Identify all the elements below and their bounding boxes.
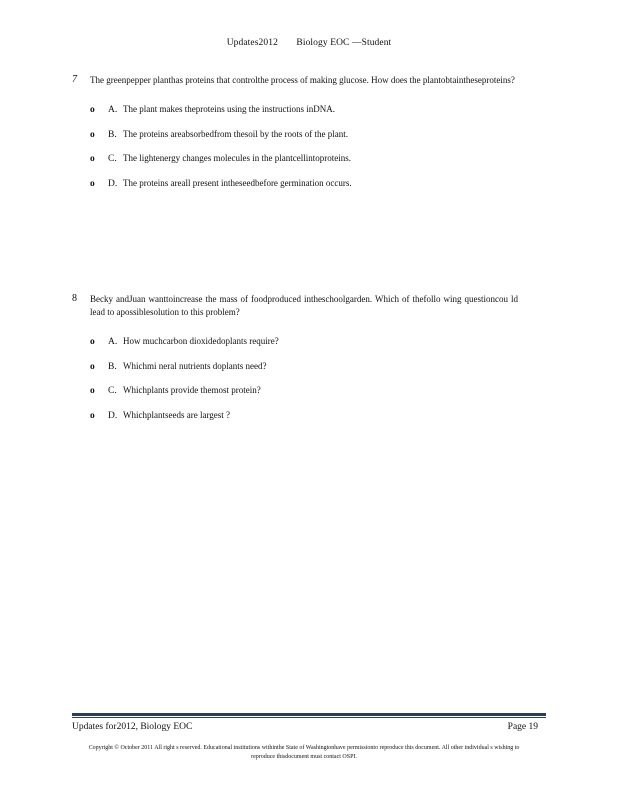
question-stem: Becky andJuan wanttoincrease the mass of foodproduced intheschoolgarden. Which of thefollo wing questioncou ld lead to apossiblesolution to this problem? [90, 294, 518, 317]
radio-bullet-icon[interactable]: o [90, 154, 95, 164]
copyright-notice: Copyright © October 2011 All right s reserved. Educational institutions withinthe State of Washingtonhave permissionto reproduce this document. All other individual s wishing to reproduce thisdocument must contact OSPI. [88, 745, 520, 760]
radio-bullet-icon[interactable]: o [90, 178, 95, 189]
option-text: Whichplantseeds are largest ? [123, 409, 231, 420]
option-letter: B. [108, 129, 117, 140]
page-number: Page 19 [507, 722, 538, 732]
option-text: The proteins areall present intheseedbefore germination occurs. [123, 177, 352, 188]
radio-bullet-icon[interactable]: o [90, 337, 95, 347]
option-text: The plant makes theproteins using the instructions inDNA. [123, 104, 335, 114]
option-c[interactable] [90, 385, 518, 410]
option-d[interactable] [90, 410, 518, 435]
option-letter: A. [108, 337, 118, 347]
radio-bullet-icon[interactable]: o [90, 105, 95, 115]
answer-options [90, 104, 518, 202]
question-stem: The greenpepper planthas proteins that controlthe process of making glucose. How does the plantobtaintheseproteins? [90, 75, 515, 85]
option-d[interactable] [90, 178, 518, 203]
radio-bullet-icon[interactable]: o [90, 410, 95, 421]
option-letter: C. [108, 386, 117, 396]
option-text: How muchcarbon dioxidedoplants require? [123, 336, 279, 346]
radio-bullet-icon[interactable]: o [90, 129, 95, 140]
radio-bullet-icon[interactable]: o [90, 386, 95, 396]
option-letter: C. [108, 154, 117, 164]
option-text: The proteins areabsorbedfrom thesoil by the roots of the plant. [123, 128, 348, 139]
question-number: 8 [72, 293, 77, 304]
option-b[interactable] [90, 361, 518, 386]
header-edition: Updates2012 [226, 38, 278, 48]
question-8 [72, 293, 518, 434]
radio-bullet-icon[interactable]: o [90, 361, 95, 372]
option-letter: D. [108, 410, 118, 421]
option-text: Whichmi neral nutrients doplants need? [123, 360, 267, 371]
answer-options [90, 336, 518, 434]
option-letter: D. [108, 178, 118, 189]
footer-title: Updates for2012, Biology EOC [72, 722, 193, 732]
header-title: Biology EOC —Student [296, 38, 392, 48]
option-a[interactable] [90, 336, 518, 361]
option-letter: A. [108, 105, 118, 115]
option-c[interactable] [90, 153, 518, 178]
page-header [0, 38, 618, 48]
footer-divider-thick [72, 713, 546, 716]
option-letter: B. [108, 361, 117, 372]
option-text: The lightenergy changes molecules in the plantcellintoproteins. [123, 153, 352, 163]
question-number: 7 [72, 74, 77, 85]
option-a[interactable] [90, 104, 518, 129]
question-7 [72, 74, 518, 202]
option-b[interactable] [90, 129, 518, 154]
footer-divider-thin [72, 717, 546, 718]
option-text: Whichplants provide themost protein? [123, 385, 261, 395]
